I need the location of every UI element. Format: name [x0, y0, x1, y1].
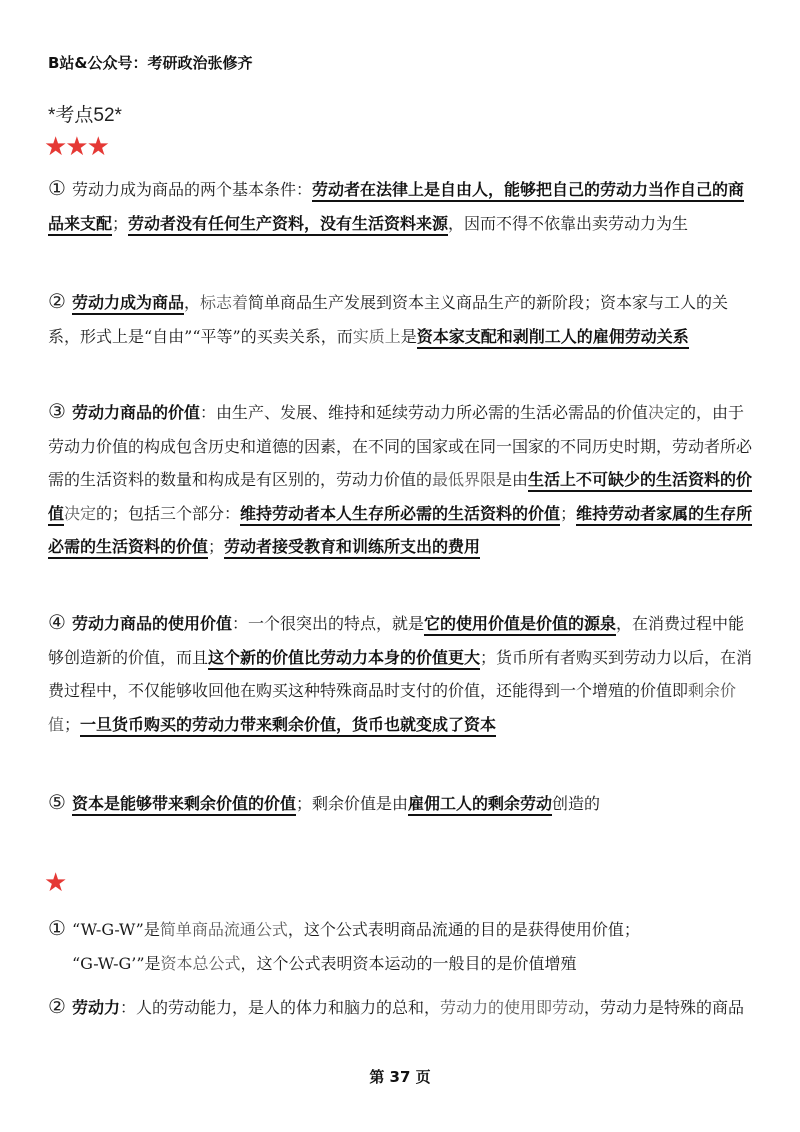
item-text: “W-G-W”是	[72, 920, 160, 939]
item-number: ②	[48, 994, 66, 1018]
key-point: 资本家支配和剥削工人的雇佣劳动关系	[417, 327, 689, 349]
item-text: 劳动力成为商品的两个基本条件：	[72, 180, 313, 199]
keyword: 决定	[64, 503, 97, 523]
key-point: 劳动者在法律上是自由人，能够把自己的劳动力当作自己的商品来支配	[48, 180, 744, 236]
item-text: ；	[560, 503, 577, 523]
page-number: 第 37 页	[369, 1068, 431, 1086]
item-text: 简单商品生产发展到资本主义商品生产的新阶段；资本家与工人的关系，形式上是“自由”“平等”的买卖关系，而	[48, 293, 729, 346]
keyword: 实质上	[352, 326, 401, 346]
list-item-2	[48, 285, 760, 353]
list-item-formulas	[48, 912, 760, 980]
keyword: 最低界限	[432, 470, 497, 489]
item-number: ①	[48, 916, 66, 940]
item-number: ④	[48, 610, 66, 634]
key-point: 资本是能够带来剩余价值的价值	[72, 794, 296, 816]
item-number: ③	[48, 399, 66, 423]
item-text: ，这个公式表明资本运动的一般目的是价值增殖	[240, 953, 577, 973]
term: 劳动力	[72, 998, 121, 1017]
item-text: ；剩余价值是由	[296, 794, 409, 813]
list-item-3	[48, 395, 760, 564]
page-header: B站&公众号：考研政治张修齐	[48, 54, 253, 72]
item-text: ；	[112, 213, 129, 233]
keyword: 决定	[648, 403, 681, 422]
key-point: 维持劳动者本人生存所必需的生活资料的价值	[240, 504, 560, 526]
item-number: ②	[48, 289, 66, 313]
item-text: “G-W-G’”是	[72, 953, 161, 973]
key-point: 雇佣工人的剩余劳动	[408, 794, 552, 816]
item-text: ，这个公式表明商品流通的目的是获得使用价值；	[287, 920, 640, 939]
key-point: 生活上不可缺少的生活资料的价值	[48, 470, 752, 526]
key-point: 劳动者没有任何生产资料，没有生活资料来源	[128, 214, 448, 236]
item-text: 创造的	[552, 794, 601, 813]
item-text: 是	[400, 326, 417, 346]
formula-line-1	[48, 912, 760, 947]
keyword: 劳动力的使用即劳动	[440, 998, 585, 1017]
keyword: 资本总公式	[160, 953, 241, 973]
key-point: 劳动力成为商品	[72, 293, 184, 315]
item-text: ，劳动力是特殊的商品	[584, 998, 745, 1017]
list-item-1	[48, 172, 760, 240]
item-text: ，	[184, 293, 201, 312]
item-text: 的，由于劳动力价值的构成包含历史和道德的因素，在不同的国家或在同一国家的不同历史时期，劳动者所必需的生活资料的数量和构成是有区别的，劳动力价值的	[48, 403, 753, 489]
list-item-5	[48, 786, 760, 821]
list-item-4	[48, 606, 760, 741]
key-point: 这个新的价值比劳动力本身的价值更大	[208, 648, 480, 670]
item-text: ：一个很突出的特点，就是	[232, 614, 425, 633]
item-text: 的；包括三个部分：	[96, 503, 241, 523]
item-text: ；	[208, 537, 225, 556]
item-text: ，因而不得不依靠出卖劳动力为生	[448, 213, 689, 233]
item-number: ①	[48, 176, 66, 200]
item-text: ，在消费过程中能够创造新的价值，而且	[48, 614, 745, 667]
item-number: ⑤	[48, 790, 66, 814]
term: 劳动力商品的价值	[72, 403, 201, 422]
item-text: ；货币所有者购买到劳动力以后，在消费过程中，不仅能够收回他在购买这种特殊商品时支付的价值，还能得到一个增殖的价值即	[48, 647, 753, 700]
keyword: 剩余价值	[48, 681, 737, 734]
keyword: 简单商品流通公式	[159, 920, 288, 939]
keyword: 标志着	[200, 293, 249, 312]
item-text: ；	[64, 714, 81, 734]
key-point: 它的使用价值是价值的源泉	[424, 614, 616, 636]
item-text: 是由	[496, 470, 529, 489]
key-point: 一旦货币购买的劳动力带来剩余价值，货币也就变成了资本	[80, 715, 496, 737]
item-text: ：由生产、发展、维持和延续劳动力所必需的生活必需品的价值	[200, 403, 649, 422]
topic-title: *考点52*	[48, 105, 122, 126]
key-point: 维持劳动者家属的生存所必需的生活资料的价值	[48, 504, 752, 560]
item-text: ：人的劳动能力，是人的体力和脑力的总和，	[120, 998, 441, 1017]
formula-line-2	[48, 947, 760, 981]
importance-stars-three: ★★★	[44, 132, 108, 162]
term: 劳动力商品的使用价值	[72, 614, 233, 633]
list-item-labor-power	[48, 990, 760, 1025]
key-point: 劳动者接受教育和训练所支出的费用	[224, 537, 480, 559]
importance-stars-one: ★	[44, 868, 66, 898]
